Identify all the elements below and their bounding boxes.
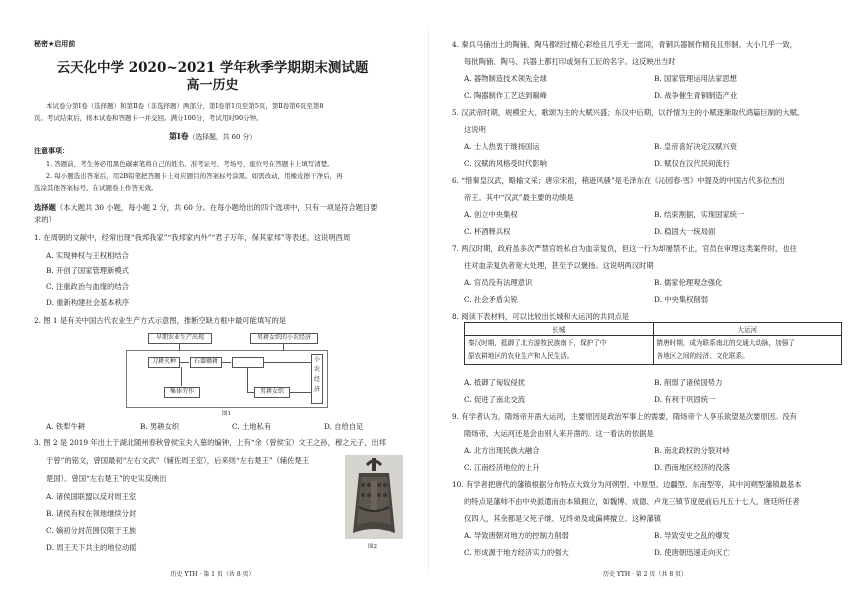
q7-stem-2: 往对血亲复仇者宽大处理，甚至予以褒扬。这说明两汉时期 <box>464 261 654 270</box>
q5-option-b: B. 皇帝喜好决定汉赋兴衰 <box>654 142 737 151</box>
q10-stem-2: 的特点是藩帅不由中央派遣而由本镇拥立，如魏博、成德、卢龙三镇节度使前后凡五十七人，唐廷所任者 <box>464 497 800 506</box>
q10-stem-3: 仅四人，其余都是父死子继、兄终弟及或偏裨擅立。这种藩镇 <box>464 514 662 523</box>
q5-option-a: A. 士人热衷于继扬国运 <box>464 142 540 151</box>
page-left <box>0 0 425 589</box>
q8-option-b: B. 削弱了诸侯国势力 <box>654 378 723 387</box>
q3-option-d: D. 周王天下共主的地位动摇 <box>46 543 137 552</box>
diagram-connector <box>181 367 182 386</box>
q1-option-c: C. 注重政治与血缘的结合 <box>46 282 129 291</box>
footer-right: 历史 YTH · 第 2 页（共 8 页） <box>602 571 688 578</box>
q6-stem-1: 6. “惜秦皇汉武，略输文采；唐宗宋祖，稍逊风骚”是毛泽东在《沁园春·雪》中提及的中国古代多位杰出 <box>452 176 785 185</box>
diagram-mid-box: 男耕女织的小农经济 <box>250 333 318 344</box>
q6-option-b: B. 结束割据，实现国家统一 <box>654 210 745 219</box>
section-desc-2: 求的） <box>34 215 56 224</box>
q9-stem-2: 隋炀帝，大运河还是会由别人来开凿的。这一看法的依据是 <box>464 429 654 438</box>
q3-option-a: A. 诸侯国联盟以反对周王室 <box>46 492 137 501</box>
q2-stem: 2. 图 1 是有关中国古代农业生产方式示意图，推断空缺方框中最可能填写的是 <box>34 316 287 325</box>
table-cell-great-wall: 秦汉时期，抵御了北方游牧民族南下，保护了中 原农耕地区的农业生产和人民生活。 <box>465 336 654 365</box>
q1-option-b: B. 开创了国家管理新模式 <box>46 266 129 275</box>
diagram-early-box: 早期农业生产出现 <box>148 333 212 344</box>
q1-stem: 1. 在周朝的文献中，经常出现“我邦我家”“我邦家内外”“君子万年，保其家邦”等表述。这说明西周 <box>34 233 351 242</box>
note-1: 1. 答题前，考生务必用黑色碳素笔将自己的姓名、准考证号、考场号、座位号在答题卡上填写清楚。 <box>46 160 334 168</box>
diagram-connector <box>179 362 189 363</box>
q8-stem: 8. 阅读下表材料，可以比较出长城和大运河的共同点是 <box>452 312 630 321</box>
diagram-box-stone-hoe: 石器锄耕 <box>190 357 222 368</box>
part1-note: （选择题，共 60 分） <box>188 133 257 141</box>
diagram-box-collective: 集体劳作 <box>164 387 200 398</box>
q9-option-d: D. 西南地区经济的没落 <box>654 463 730 472</box>
note-2-line-2: 选涂其他答案标号。在试题卷上作答无效。 <box>34 184 158 192</box>
q3-stem-1: 3. 图 2 是 2019 年出土于湖北随州春秋曾侯宝夫人墓的编钟，上有“余（曾侯宝）文王之孙，穆之元子，出邦 <box>34 438 386 447</box>
footer-left: 历史 YTH · 第 1 页（共 8 页） <box>170 571 255 578</box>
diagram-box-blank <box>232 357 264 368</box>
part1-heading <box>0 132 425 142</box>
q3-option-c: C. 嫡初分封范围仅限于王族 <box>46 526 137 535</box>
q6-stem-2: 帝王。其中“汉武”最主要的功绩是 <box>464 193 574 202</box>
q3-stem-2: 于曾”的铭文，曾国最初“左右文武”（辅佐周王室），后来则“左右楚王”（辅佐楚王 <box>46 456 310 465</box>
q4-stem-1: 4. 秦兵马俑出土的陶俑，陶马都经过精心彩绘且几乎无一雷同，青铜兵器制作精良且形制、大小几乎一致， <box>452 40 797 49</box>
q3-option-b: B. 诸侯有权在领地继续分封 <box>46 509 137 518</box>
q9-option-b: B. 南北政权的分裂对峙 <box>654 446 730 455</box>
section-desc: 选择题（本大题共 30 小题，每小题 2 分，共 60 分。在每小题给出的四个选项中，只有一项是符合题目要 <box>34 203 378 212</box>
q1-option-a: A. 实现神权与王权相结合 <box>46 251 129 260</box>
intro-line-1: 本试卷分第Ⅰ卷（选择题）和第Ⅱ卷（非选择题）两部分，第Ⅰ卷第1页至第5页，第Ⅱ卷第6页至第8 <box>46 102 324 110</box>
q1-option-d: D. 重新构建社会基本秩序 <box>46 298 130 307</box>
table-cell-grand-canal: 隋唐时期，成为联系南北的交通大动脉，加强了 各地区之间的经济、文化联系。 <box>653 336 842 365</box>
diagram-connector <box>221 362 231 363</box>
q7-stem-1: 7. 两汉时期，政府虽多次严禁官姓私自为血亲复仇，但这一行为却屡禁不止，官员在审理这类案件时，也往 <box>452 244 797 253</box>
diagram-box-farm-weave: 男耕女织 <box>254 387 290 398</box>
q6-option-a: A. 创立中央集权 <box>464 210 518 219</box>
section-label: 选择题 <box>34 203 56 212</box>
diagram-connector <box>263 362 311 363</box>
q5-stem-1: 5. 汉武帝时期，规模宏大、歌颂为主的大赋兴盛；东汉中后期，以抒情为主的小赋逐渐取代鸿篇巨制的大赋。 <box>452 108 805 117</box>
q10-option-b: B. 导致安史之乱的爆发 <box>654 531 730 540</box>
q7-option-a: A. 官员没有法理意识 <box>464 278 533 287</box>
q5-stem-2: 这说明 <box>464 125 486 134</box>
diagram-connector <box>289 392 311 393</box>
diagram-box-slash-burn: 刀耕火种 <box>148 357 180 368</box>
q3-stem-3: 楚国）。曾国“左右楚王”的史实反映出 <box>46 474 167 483</box>
page-divider <box>428 30 429 570</box>
note-2-line-1: 2. 每小题选出答案后，用2B铅笔把答题卡上对应题目的答案标号涂黑。如需改动，用橡皮擦干净后，再 <box>46 172 343 180</box>
q4-option-a: A. 器物制造技术领先全球 <box>464 74 547 83</box>
q6-option-c: C. 杯酒释兵权 <box>464 227 511 236</box>
diagram-connector <box>283 343 284 351</box>
q2-option-d: D. 自给自足 <box>324 422 364 431</box>
bronze-bell-figure <box>345 455 403 539</box>
q10-option-a: A. 导致唐朝对地方的控制力削弱 <box>464 531 569 540</box>
q4-option-b: B. 国家管理运用法家思想 <box>654 74 737 83</box>
q8-option-d: D. 有利于巩固统一 <box>654 395 716 404</box>
exam-subject: 高一历史 <box>186 78 239 93</box>
part1-title: 第Ⅰ卷 <box>168 131 189 141</box>
q7-option-b: B. 儒家伦理观念强化 <box>654 278 723 287</box>
page-right <box>430 0 860 589</box>
q8-compare-table <box>464 322 842 365</box>
q5-option-d: D. 赋仅在汉代民间流行 <box>654 159 730 168</box>
figure-1-caption: 图1 <box>222 411 231 417</box>
q2-option-b: B. 男耕女织 <box>140 422 180 431</box>
q9-option-c: C. 江南经济地位的上升 <box>464 463 540 472</box>
diagram-connector <box>247 392 254 393</box>
q10-stem-1: 10. 有学者把唐代的藩镇根据分布特点大致分为河朔型、中原型、边疆型、东南型等，其中河朔型藩镇最基本 <box>452 480 802 489</box>
diagram-connector <box>179 343 180 351</box>
secret-label: 秘密★启用前 <box>34 40 76 48</box>
q4-option-c: C. 陶器制作工艺达到巅峰 <box>464 91 547 100</box>
q8-option-c: C. 促进了南北交流 <box>464 395 526 404</box>
q9-stem-1: 9. 有学者认为，隋炀帝开凿大运河，主要原因是政治军事上的需要，隋炀帝个人享乐欲望是次要原因。没有 <box>452 412 797 421</box>
q4-option-d: D. 战争催生青铜制造产业 <box>654 91 738 100</box>
q7-option-c: C. 社会矛盾尖锐 <box>464 295 518 304</box>
notes-heading: 注意事项： <box>34 147 69 155</box>
q2-option-a: A. 铁犁牛耕 <box>46 422 86 431</box>
intro-line-2: 页。考试结束后，将本试卷和答题卡一并交回。满分100分，考试用时90分钟。 <box>34 114 263 122</box>
q2-option-c: C. 土地私有 <box>232 422 272 431</box>
diagram-connector <box>247 367 248 392</box>
q10-option-c: C. 形成源于地方经济实力的强大 <box>464 548 569 557</box>
table-header-grand-canal: 大运河 <box>653 323 842 336</box>
q5-option-c: C. 汉赋的风格受时代影响 <box>464 159 547 168</box>
q8-option-a: A. 抵御了匈奴侵扰 <box>464 378 525 387</box>
q2-diagram <box>126 332 326 408</box>
figure-2-caption: 图2 <box>368 544 377 550</box>
q7-option-d: D. 中央集权削弱 <box>654 295 709 304</box>
diagram-vertical-box: 小农经济 <box>311 354 323 404</box>
q10-option-d: D. 使唐朝迅速走向灭亡 <box>654 548 730 557</box>
q4-stem-2: 每批陶俑、陶马、兵器上都打印或刻有工匠的名字。这反映出当时 <box>464 57 676 66</box>
q9-option-a: A. 北方出现民族大融合 <box>464 446 540 455</box>
q6-option-d: D. 稳固大一统局面 <box>654 227 716 236</box>
table-header-great-wall: 长城 <box>465 323 654 336</box>
exam-title: 云天化中学 2020~2021 学年秋季学期期末测试题 <box>56 60 369 76</box>
